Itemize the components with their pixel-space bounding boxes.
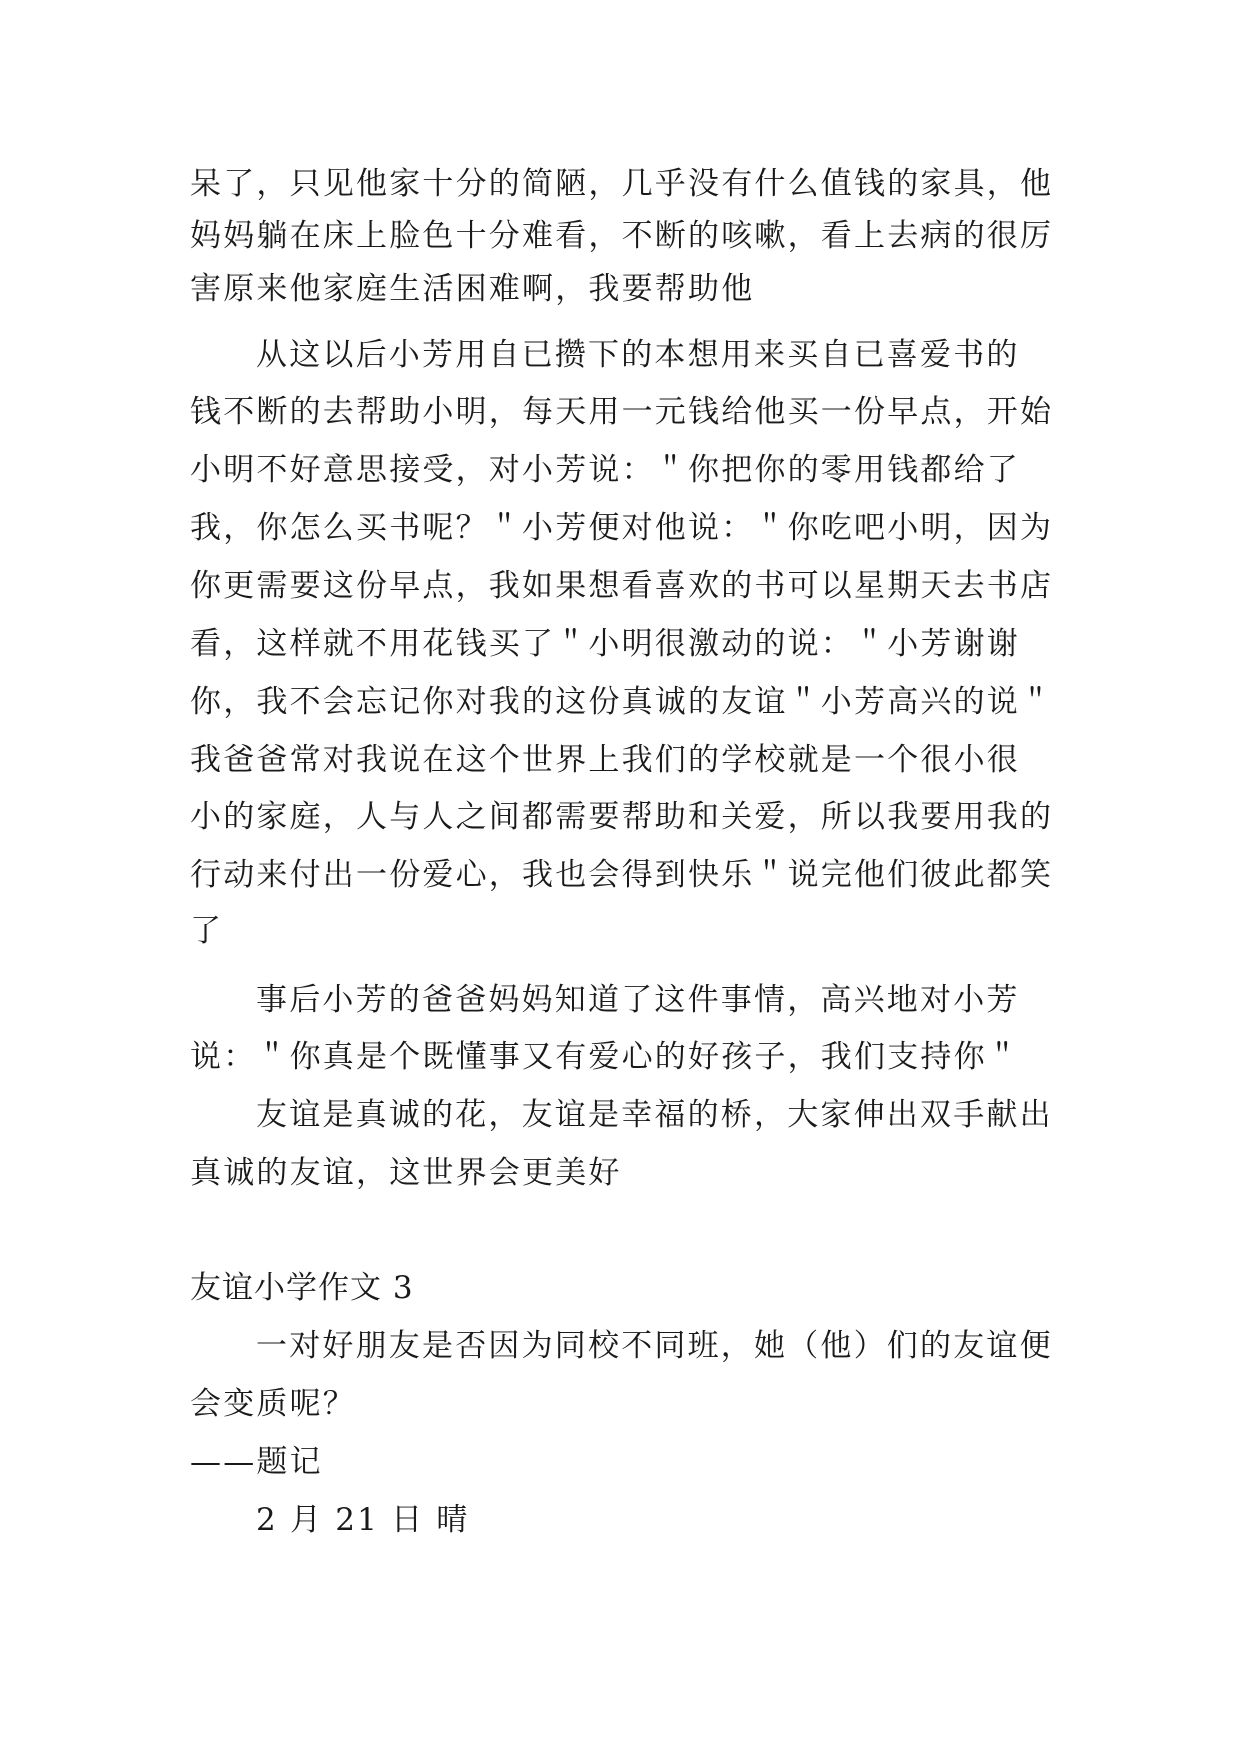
text-line: 钱不断的去帮助小明，每天用一元钱给他买一份早点，开始: [190, 394, 1054, 430]
diary-date-line: 2 月 21 日 晴: [256, 1502, 470, 1538]
text-line: 小明不好意思接受，对小芳说：＂你把你的零用钱都给了: [190, 452, 1020, 488]
section-title: 友谊小学作文 3: [190, 1270, 414, 1306]
text-line: 害原来他家庭生活困难啊，我要帮助他: [190, 271, 755, 307]
text-line: 小的家庭，人与人之间都需要帮助和关爱，所以我要用我的: [190, 799, 1054, 835]
text-line: 呆了，只见他家十分的简陋，几乎没有什么值钱的家具，他: [190, 166, 1054, 202]
text-line: 你，我不会忘记你对我的这份真诚的友谊＂小芳高兴的说＂: [190, 684, 1054, 720]
text-line: 妈妈躺在床上脸色十分难看，不断的咳嗽，看上去病的很厉: [190, 218, 1054, 254]
text-line: 你更需要这份早点，我如果想看喜欢的书可以星期天去书店: [190, 568, 1054, 604]
text-line: 行动来付出一份爱心，我也会得到快乐＂说完他们彼此都笑: [190, 857, 1054, 893]
paragraph-first-line: 事后小芳的爸爸妈妈知道了这件事情，高兴地对小芳: [256, 982, 1020, 1018]
text-line: 真诚的友谊，这世界会更美好: [190, 1155, 622, 1191]
epigraph-attribution: ——题记: [190, 1444, 323, 1480]
paragraph-first-line: 从这以后小芳用自已攒下的本想用来买自已喜爱书的: [256, 337, 1020, 373]
paragraph-first-line: 一对好朋友是否因为同校不同班，她（他）们的友谊便: [256, 1328, 1053, 1364]
text-line: 看，这样就不用花钱买了＂小明很激动的说：＂小芳谢谢: [190, 626, 1020, 662]
text-line: 会变质呢？: [190, 1386, 356, 1422]
text-line: 我，你怎么买书呢？＂小芳便对他说：＂你吃吧小明，因为: [190, 510, 1054, 546]
text-line: 说：＂你真是个既懂事又有爱心的好孩子，我们支持你＂: [190, 1039, 1020, 1075]
text-line: 我爸爸常对我说在这个世界上我们的学校就是一个很小很: [190, 742, 1020, 778]
text-line: 了: [190, 913, 224, 949]
paragraph-first-line: 友谊是真诚的花，友谊是幸福的桥，大家伸出双手献出: [256, 1097, 1053, 1133]
